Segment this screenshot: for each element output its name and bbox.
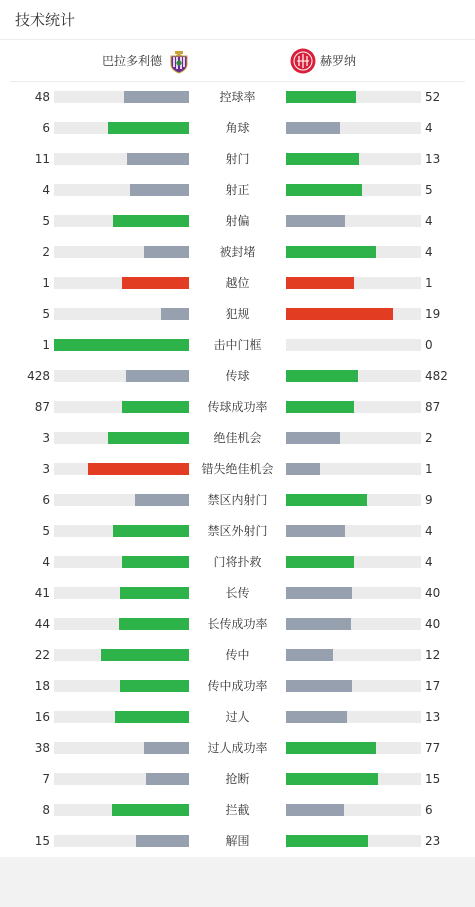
home-value: 38 bbox=[34, 741, 50, 755]
away-bar-fill bbox=[286, 432, 340, 444]
away-bar bbox=[286, 122, 421, 134]
home-value: 2 bbox=[42, 245, 50, 259]
home-bar-fill bbox=[135, 494, 189, 506]
home-bar-fill bbox=[144, 742, 189, 754]
home-bar-fill bbox=[127, 153, 189, 165]
stat-row bbox=[0, 702, 475, 733]
home-bar-fill bbox=[122, 556, 190, 568]
home-bar bbox=[54, 649, 189, 661]
away-value: 40 bbox=[425, 586, 441, 600]
home-bar-fill bbox=[54, 339, 189, 351]
away-bar bbox=[286, 401, 421, 413]
stat-label: 长传成功率 bbox=[207, 617, 268, 631]
away-bar-fill bbox=[286, 649, 333, 661]
home-value: 7 bbox=[42, 772, 50, 786]
home-bar bbox=[54, 370, 189, 382]
home-bar bbox=[54, 556, 189, 568]
stat-row bbox=[0, 268, 475, 299]
stat-row bbox=[0, 609, 475, 640]
away-bar-fill bbox=[286, 370, 358, 382]
stats-list bbox=[0, 82, 475, 857]
home-bar bbox=[54, 494, 189, 506]
away-bar bbox=[286, 494, 421, 506]
stat-row bbox=[0, 299, 475, 330]
stat-row bbox=[0, 578, 475, 609]
away-bar bbox=[286, 649, 421, 661]
stat-label: 越位 bbox=[225, 276, 250, 290]
stat-label: 射偏 bbox=[225, 214, 250, 228]
away-value: 12 bbox=[425, 648, 441, 662]
away-bar-fill bbox=[286, 680, 352, 692]
away-bar-fill bbox=[286, 494, 367, 506]
home-value: 3 bbox=[42, 462, 50, 476]
home-bar bbox=[54, 804, 189, 816]
home-bar-fill bbox=[136, 835, 189, 847]
home-bar bbox=[54, 153, 189, 165]
home-bar bbox=[54, 215, 189, 227]
stat-row bbox=[0, 485, 475, 516]
home-bar-fill bbox=[146, 773, 189, 785]
stat-label: 抢断 bbox=[225, 772, 250, 786]
home-bar-fill bbox=[126, 370, 189, 382]
stat-row bbox=[0, 113, 475, 144]
away-value: 4 bbox=[425, 245, 433, 259]
stat-row bbox=[0, 361, 475, 392]
home-bar-fill bbox=[113, 525, 189, 537]
home-bar bbox=[54, 401, 189, 413]
away-bar bbox=[286, 556, 421, 568]
home-bar bbox=[54, 835, 189, 847]
away-bar-fill bbox=[286, 587, 352, 599]
stat-row bbox=[0, 795, 475, 826]
away-bar bbox=[286, 742, 421, 754]
home-bar-fill bbox=[113, 215, 189, 227]
away-value: 87 bbox=[425, 400, 441, 414]
stat-row bbox=[0, 547, 475, 578]
home-value: 5 bbox=[42, 214, 50, 228]
stat-label: 门将扑救 bbox=[213, 555, 262, 569]
home-value: 4 bbox=[42, 555, 50, 569]
home-bar-fill bbox=[101, 649, 189, 661]
away-bar-fill bbox=[286, 835, 368, 847]
away-value: 77 bbox=[425, 741, 441, 755]
home-bar bbox=[54, 277, 189, 289]
away-bar bbox=[286, 246, 421, 258]
home-bar-fill bbox=[112, 804, 189, 816]
home-bar bbox=[54, 711, 189, 723]
away-bar bbox=[286, 308, 421, 320]
stat-row bbox=[0, 671, 475, 702]
home-bar-fill bbox=[108, 122, 189, 134]
away-value: 23 bbox=[425, 834, 441, 848]
stat-label: 拦截 bbox=[225, 803, 250, 817]
away-value: 13 bbox=[425, 152, 441, 166]
away-bar bbox=[286, 463, 421, 475]
home-value: 18 bbox=[34, 679, 50, 693]
home-value: 3 bbox=[42, 431, 50, 445]
girona-crest-icon bbox=[290, 48, 316, 74]
away-value: 19 bbox=[425, 307, 441, 321]
away-bar-fill bbox=[286, 742, 376, 754]
home-value: 1 bbox=[42, 338, 50, 352]
away-value: 17 bbox=[425, 679, 441, 693]
away-bar bbox=[286, 370, 421, 382]
away-bar-fill bbox=[286, 308, 393, 320]
home-bar bbox=[54, 463, 189, 475]
stat-label: 击中门框 bbox=[213, 338, 262, 352]
home-team-name: 巴拉多利德 bbox=[101, 54, 162, 68]
stat-row bbox=[0, 454, 475, 485]
away-bar bbox=[286, 773, 421, 785]
stat-label: 错失绝佳机会 bbox=[201, 462, 274, 476]
away-value: 5 bbox=[425, 183, 433, 197]
stat-label: 被封堵 bbox=[219, 245, 256, 259]
stat-row bbox=[0, 826, 475, 857]
home-bar-fill bbox=[122, 277, 190, 289]
home-value: 1 bbox=[42, 276, 50, 290]
stat-label: 禁区内射门 bbox=[207, 493, 268, 507]
away-bar-fill bbox=[286, 401, 354, 413]
away-value: 4 bbox=[425, 121, 433, 135]
away-value: 4 bbox=[425, 214, 433, 228]
away-bar bbox=[286, 432, 421, 444]
away-value: 1 bbox=[425, 276, 433, 290]
away-bar-fill bbox=[286, 804, 344, 816]
home-bar bbox=[54, 432, 189, 444]
stat-row bbox=[0, 144, 475, 175]
stat-label: 传中 bbox=[225, 648, 250, 662]
stat-label: 传球成功率 bbox=[207, 400, 268, 414]
away-bar bbox=[286, 711, 421, 723]
away-value: 6 bbox=[425, 803, 433, 817]
home-value: 4 bbox=[42, 183, 50, 197]
stat-row bbox=[0, 764, 475, 795]
teams-header bbox=[10, 40, 465, 82]
stat-label: 传球 bbox=[225, 369, 250, 383]
away-value: 1 bbox=[425, 462, 433, 476]
away-bar-fill bbox=[286, 153, 359, 165]
home-bar bbox=[54, 91, 189, 103]
home-team[interactable] bbox=[102, 40, 190, 81]
away-bar bbox=[286, 339, 421, 351]
away-bar bbox=[286, 525, 421, 537]
valladolid-crest-icon bbox=[168, 48, 190, 74]
away-bar-fill bbox=[286, 215, 345, 227]
home-bar bbox=[54, 773, 189, 785]
away-value: 13 bbox=[425, 710, 441, 724]
away-bar bbox=[286, 91, 421, 103]
home-value: 16 bbox=[34, 710, 50, 724]
home-value: 5 bbox=[42, 307, 50, 321]
home-bar-fill bbox=[130, 184, 189, 196]
home-bar bbox=[54, 339, 189, 351]
away-bar-fill bbox=[286, 556, 354, 568]
home-bar bbox=[54, 587, 189, 599]
home-bar bbox=[54, 618, 189, 630]
stat-label: 犯规 bbox=[225, 307, 250, 321]
away-bar-fill bbox=[286, 184, 362, 196]
home-value: 44 bbox=[34, 617, 50, 631]
home-bar bbox=[54, 680, 189, 692]
away-bar bbox=[286, 618, 421, 630]
home-bar-fill bbox=[144, 246, 189, 258]
stat-row bbox=[0, 733, 475, 764]
home-value: 428 bbox=[27, 369, 50, 383]
stat-label: 过人 bbox=[225, 710, 250, 724]
home-value: 41 bbox=[34, 586, 50, 600]
home-bar-fill bbox=[88, 463, 189, 475]
stat-row bbox=[0, 516, 475, 547]
away-bar-fill bbox=[286, 122, 340, 134]
home-value: 87 bbox=[34, 400, 50, 414]
stat-row bbox=[0, 175, 475, 206]
away-bar-fill bbox=[286, 91, 356, 103]
away-value: 2 bbox=[425, 431, 433, 445]
away-bar-fill bbox=[286, 277, 354, 289]
away-value: 4 bbox=[425, 524, 433, 538]
away-bar-fill bbox=[286, 773, 378, 785]
away-team[interactable] bbox=[290, 40, 356, 81]
home-bar bbox=[54, 122, 189, 134]
away-bar bbox=[286, 215, 421, 227]
page-title: 技术统计 bbox=[15, 11, 76, 29]
away-value: 0 bbox=[425, 338, 433, 352]
stat-row bbox=[0, 237, 475, 268]
home-bar bbox=[54, 742, 189, 754]
away-bar bbox=[286, 153, 421, 165]
home-bar-fill bbox=[108, 432, 189, 444]
away-value: 4 bbox=[425, 555, 433, 569]
home-value: 8 bbox=[42, 803, 50, 817]
away-bar bbox=[286, 680, 421, 692]
stat-label: 解围 bbox=[225, 834, 250, 848]
stat-label: 过人成功率 bbox=[207, 741, 268, 755]
home-bar bbox=[54, 308, 189, 320]
stat-label: 长传 bbox=[225, 586, 250, 600]
away-bar-fill bbox=[286, 525, 345, 537]
away-bar-fill bbox=[286, 246, 376, 258]
home-value: 6 bbox=[42, 493, 50, 507]
stat-label: 射正 bbox=[225, 183, 250, 197]
stat-label: 角球 bbox=[225, 121, 250, 135]
stat-row bbox=[0, 423, 475, 454]
away-bar-fill bbox=[286, 711, 347, 723]
away-value: 52 bbox=[425, 90, 441, 104]
home-bar-fill bbox=[122, 401, 190, 413]
title-bar bbox=[0, 0, 475, 40]
stat-label: 绝佳机会 bbox=[213, 431, 262, 445]
home-value: 15 bbox=[34, 834, 50, 848]
away-value: 9 bbox=[425, 493, 433, 507]
away-value: 482 bbox=[425, 369, 448, 383]
stat-label: 传中成功率 bbox=[207, 679, 268, 693]
stat-row bbox=[0, 82, 475, 113]
away-value: 40 bbox=[425, 617, 441, 631]
home-bar-fill bbox=[120, 680, 189, 692]
away-team-name: 赫罗纳 bbox=[320, 54, 357, 68]
home-bar-fill bbox=[124, 91, 189, 103]
away-bar-fill bbox=[286, 618, 351, 630]
home-value: 48 bbox=[34, 90, 50, 104]
home-bar-fill bbox=[120, 587, 189, 599]
home-bar-fill bbox=[115, 711, 189, 723]
home-bar-fill bbox=[161, 308, 189, 320]
stat-row bbox=[0, 640, 475, 671]
away-value: 15 bbox=[425, 772, 441, 786]
away-bar bbox=[286, 184, 421, 196]
stat-label: 射门 bbox=[225, 152, 250, 166]
home-value: 22 bbox=[34, 648, 50, 662]
home-value: 6 bbox=[42, 121, 50, 135]
home-value: 5 bbox=[42, 524, 50, 538]
stat-row bbox=[0, 392, 475, 423]
away-bar bbox=[286, 587, 421, 599]
away-bar-fill bbox=[286, 463, 320, 475]
home-bar-fill bbox=[119, 618, 189, 630]
home-bar bbox=[54, 525, 189, 537]
stat-label: 控球率 bbox=[219, 90, 256, 104]
away-bar bbox=[286, 835, 421, 847]
away-bar bbox=[286, 804, 421, 816]
stat-row bbox=[0, 330, 475, 361]
stat-label: 禁区外射门 bbox=[207, 524, 268, 538]
home-bar bbox=[54, 184, 189, 196]
home-bar bbox=[54, 246, 189, 258]
away-bar bbox=[286, 277, 421, 289]
stat-row bbox=[0, 206, 475, 237]
home-value: 11 bbox=[34, 152, 50, 166]
